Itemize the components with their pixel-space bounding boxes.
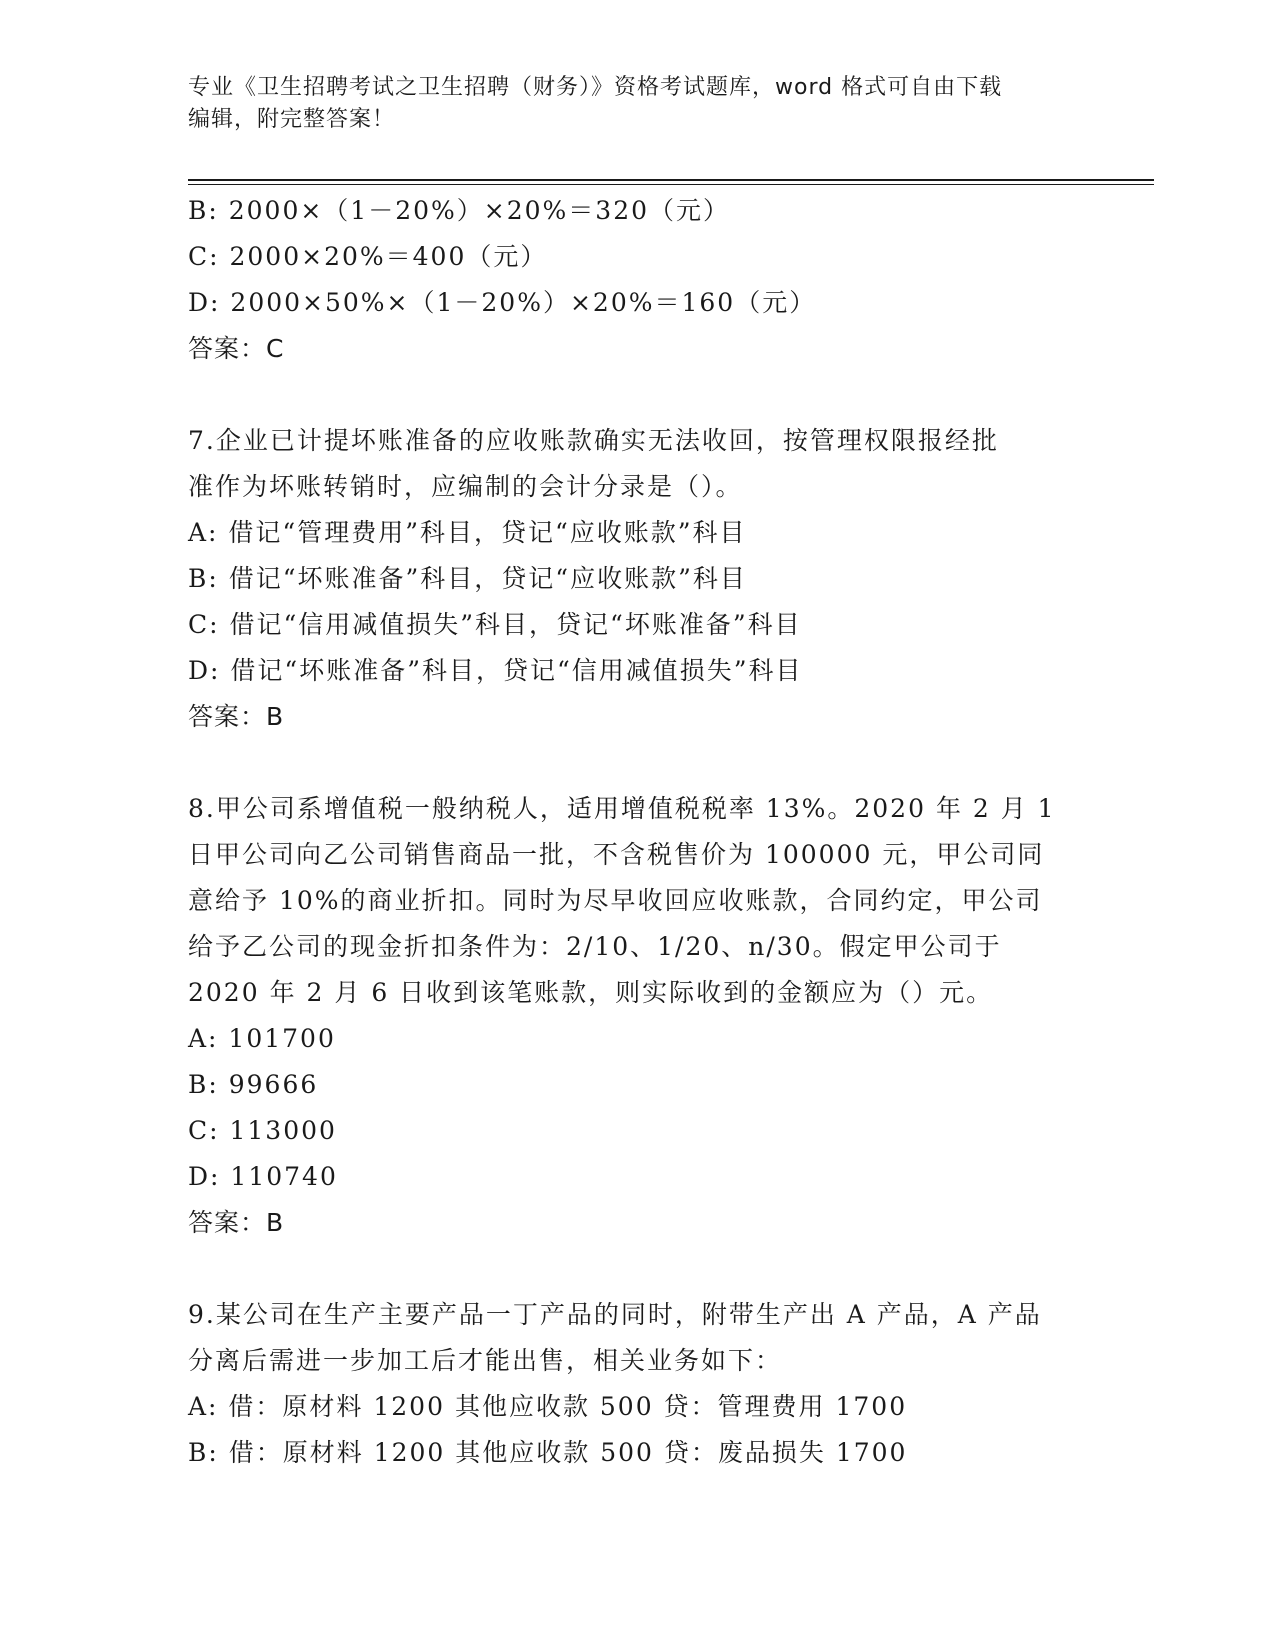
document-header [188, 72, 1088, 136]
option-b: B: 借记“坏账准备”科目，贷记“应收账款”科目 [188, 564, 747, 593]
question-stem-line: 7.企业已计提坏账准备的应收账款确实无法收回，按管理权限报经批 [188, 426, 999, 455]
question-stem-line: 分离后需进一步加工后才能出售，相关业务如下： [188, 1346, 783, 1375]
question-stem-line: 日甲公司向乙公司销售商品一批，不含税售价为 100000 元，甲公司同 [188, 840, 1045, 869]
question-7 [188, 418, 1088, 740]
spacer [188, 372, 1088, 418]
option-d: D: 110740 [188, 1162, 338, 1191]
header-title-line-1: 专业《卫生招聘考试之卫生招聘（财务）》资格考试题库，word 格式可自由下载 [188, 75, 1003, 100]
question-stem-line: 2020 年 2 月 6 日收到该笔账款，则实际收到的金额应为（）元。 [188, 978, 994, 1007]
answer: 答案：B [188, 1208, 285, 1237]
header-divider-thin [188, 184, 1154, 185]
question-stem-line: 给予乙公司的现金折扣条件为：2/10、1/20、n/30。假定甲公司于 [188, 932, 1002, 961]
question-8 [188, 786, 1088, 1246]
option-b: B: 借：原材料 1200 其他应收款 500 贷：废品损失 1700 [188, 1438, 908, 1467]
spacer [188, 740, 1088, 786]
option-c: C: 2000×20%＝400（元） [188, 242, 548, 271]
option-b: B: 99666 [188, 1070, 319, 1099]
option-d: D: 借记“坏账准备”科目，贷记“信用减值损失”科目 [188, 656, 803, 685]
question-stem-line: 准作为坏账转销时，应编制的会计分录是（）。 [188, 472, 743, 501]
header-divider-thick [188, 179, 1154, 181]
question-stem-line: 8.甲公司系增值税一般纳税人，适用增值税税率 13%。2020 年 2 月 1 [188, 794, 1056, 823]
answer: 答案：C [188, 334, 285, 363]
option-a: A: 101700 [188, 1024, 336, 1053]
spacer [188, 1246, 1088, 1292]
option-c: C: 借记“信用减值损失”科目，贷记“坏账准备”科目 [188, 610, 802, 639]
header-title-line-2: 编辑，附完整答案！ [188, 107, 396, 132]
option-a: A: 借记“管理费用”科目，贷记“应收账款”科目 [188, 518, 747, 547]
question-list [188, 188, 1088, 1476]
question-stem-line: 9.某公司在生产主要产品一丁产品的同时，附带生产出 A 产品，A 产品 [188, 1300, 1042, 1329]
answer: 答案：B [188, 702, 285, 731]
question-stem-line: 意给予 10%的商业折扣。同时为尽早收回应收账款，合同约定，甲公司 [188, 886, 1043, 915]
option-b: B: 2000×（1－20%）×20%＝320（元） [188, 196, 731, 225]
question-6 [188, 188, 1088, 372]
option-c: C: 113000 [188, 1116, 337, 1145]
option-a: A: 借：原材料 1200 其他应收款 500 贷：管理费用 1700 [188, 1392, 908, 1421]
option-d: D: 2000×50%×（1－20%）×20%＝160（元） [188, 288, 817, 317]
question-9 [188, 1292, 1088, 1476]
